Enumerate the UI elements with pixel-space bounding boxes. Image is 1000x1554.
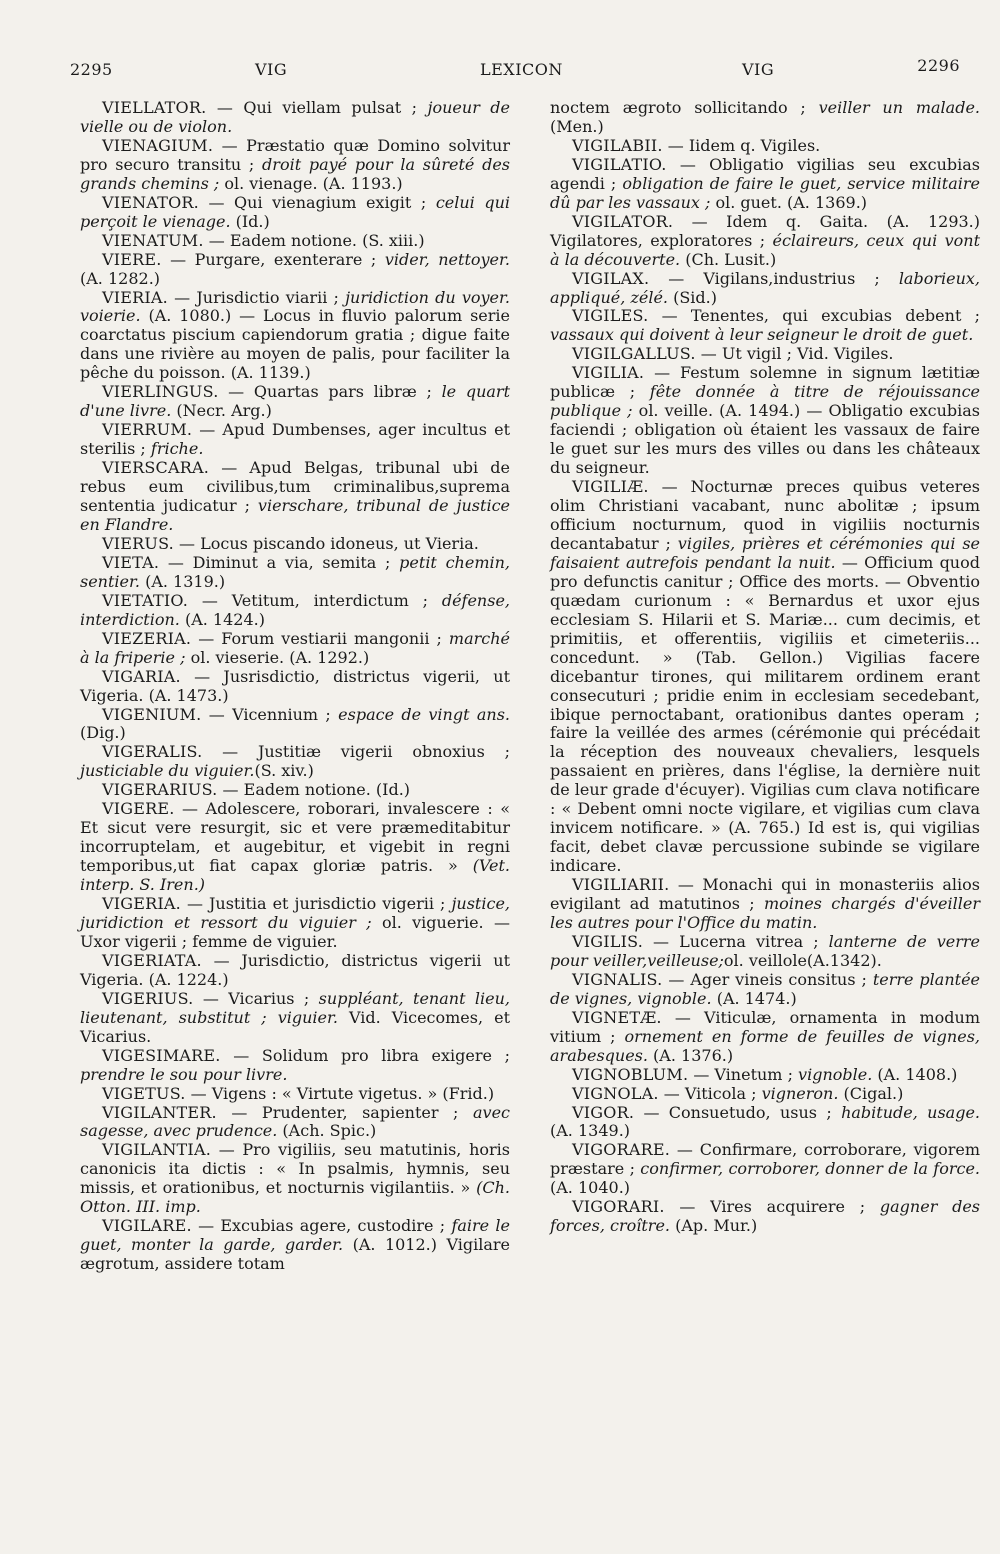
entry-headword: VIGILATOR. bbox=[572, 211, 674, 231]
dictionary-entry bbox=[550, 307, 980, 345]
entry-definition: — Quartas pars libræ ; bbox=[218, 382, 442, 402]
dictionary-entry bbox=[80, 1047, 510, 1085]
entry-source: ol. viguerie. — Uxor vigerii ; femme de viguier. bbox=[80, 912, 510, 951]
entry-source: ol. vienage. (A. 1193.) bbox=[219, 173, 403, 193]
entry-definition: — Ager vineis consitus ; bbox=[662, 969, 873, 989]
entry-definition: — Justitiæ vigerii obnoxius ; bbox=[202, 742, 510, 762]
right-running-word: VIG bbox=[742, 60, 775, 79]
entry-source: (Sid.) bbox=[668, 287, 717, 307]
entry-french-gloss: éclaireurs, ceux qui vont à la découverte. bbox=[550, 230, 981, 269]
entry-definition: — Solidum pro libra exigere ; bbox=[220, 1045, 510, 1065]
entry-french-gloss: suppléant, tenant lieu, lieutenant, substitut ; viguier. bbox=[80, 988, 511, 1027]
entry-headword: VIGILAX. bbox=[572, 268, 650, 288]
entry-headword: VIGERIA. bbox=[102, 894, 181, 914]
entry-headword: VIENATOR. bbox=[102, 192, 199, 212]
entry-french-gloss: marché à la friperie ; bbox=[80, 628, 510, 667]
entry-french-gloss: vassaux qui doivent à leur seigneur le droit de guet. bbox=[550, 325, 974, 345]
entry-headword: VIGERARIUS. bbox=[102, 780, 218, 800]
dictionary-entry bbox=[550, 876, 980, 933]
entry-definition: — Lucerna vitrea ; bbox=[643, 931, 829, 951]
entry-definition: — Vinetum ; bbox=[688, 1064, 799, 1084]
entry-source: (A. 1319.) bbox=[139, 571, 226, 591]
entry-definition: — Vicarius ; bbox=[193, 988, 319, 1008]
dictionary-entry bbox=[550, 1104, 980, 1142]
entry-source: ol. guet. (A. 1369.) bbox=[710, 192, 868, 212]
dictionary-entry bbox=[80, 743, 510, 781]
entry-source: — Officium quod pro defunctis canitur ; Office des morts. — Obventio quædam curionum : « Bernardus et uxor ejus ecclesiam S. Hilarii et S. Mariæ... cum decimis, et primitiis, et offerentiis, vigiliis et cimeteriis... concedunt. » (Tab. Gellon.) Vigilias facere dicebantur tirones, qui militarem ordinem erant consecuturi ; pridie enim in ecclesiam secedebant, ibique pernoctabant, orationibus dantes operam ; faire la veillée des armes (cérémonie qui précédait la réception des nouveaux chevaliers, lesquels passaient en prières, dans l'église, la dernière nuit de leur grade d'écuyer). Vigilias cum clava notificare : « Debent omni nocte vigilare, et vigilias cum clava invicem notificare. » (A. 765.) Id est is, qui vigilias facit, debet clavæ percussione subinde se vigilare indicare. bbox=[550, 552, 980, 876]
dictionary-entry bbox=[550, 933, 980, 971]
entry-definition: — Vires acquirere ; bbox=[664, 1197, 880, 1217]
dictionary-entry bbox=[80, 592, 510, 630]
entry-headword: VIENATUM. bbox=[102, 230, 204, 250]
entry-french-gloss: terre plantée de vignes, vignoble. bbox=[550, 969, 981, 1008]
entry-headword: VIGORARE. bbox=[572, 1140, 670, 1160]
entry-definition: — Adolescere, roborari, invalescere : « Et sicut vere resurgit, sic et vere præmeditabitur incorruptelam, et augebitur, et vigebit in regni temporibus,ut fiat capax gloriæ patris. » bbox=[80, 799, 510, 876]
entry-source: (Men.) bbox=[550, 116, 604, 136]
dictionary-entry bbox=[80, 99, 510, 137]
dictionary-entry bbox=[550, 478, 980, 876]
entry-headword: VIERE. bbox=[102, 249, 162, 269]
entry-source: (A. 1376.) bbox=[647, 1045, 734, 1065]
entry-french-gloss: habitude, usage. bbox=[841, 1102, 980, 1122]
entry-definition: — Jurisdictio viarii ; bbox=[167, 287, 346, 307]
entry-french-gloss: justice, juridiction et ressort du viguier ; bbox=[80, 894, 510, 932]
dictionary-entry bbox=[80, 706, 510, 744]
entry-definition: — Justitia et jurisdictio vigerii ; bbox=[180, 894, 452, 914]
entry-definition: — Præstatio quæ Domino solvitur pro securo transitu ; bbox=[80, 135, 510, 174]
entry-french-gloss: vigiles, prières et cérémonies qui se faisaient autrefois pendant la nuit. bbox=[550, 533, 981, 572]
entry-headword: VIGNOLA. bbox=[572, 1083, 659, 1103]
dictionary-entry bbox=[550, 1085, 980, 1104]
entry-headword: VIGILIA. bbox=[572, 363, 645, 383]
dictionary-entry bbox=[80, 800, 510, 895]
dictionary-entry bbox=[80, 459, 510, 535]
entry-source: (A. 1474.) bbox=[711, 988, 797, 1008]
entry-source: ol. vieserie. (A. 1292.) bbox=[185, 647, 370, 667]
dictionary-entry bbox=[550, 270, 980, 308]
entry-french-gloss: ornement en forme de feuilles de vignes, arabesques. bbox=[550, 1026, 980, 1065]
dictionary-entry bbox=[550, 1141, 980, 1198]
entry-french-gloss: avec sagesse, avec prudence. bbox=[80, 1102, 510, 1141]
dictionary-entry bbox=[550, 1066, 980, 1085]
entry-source: (Ap. Mur.) bbox=[670, 1216, 758, 1236]
entry-definition: — Nocturnæ preces quibus veteres olim Christiani vacabant, nunc abolitæ ; ipsum officium nocturnum, quod in vigiliis nocturnis decantabatur ; bbox=[550, 477, 980, 553]
running-header bbox=[70, 56, 960, 90]
entry-headword: VIEZERIA. bbox=[102, 628, 192, 648]
entry-definition: — Vetitum, interdictum ; bbox=[188, 590, 442, 610]
entry-french-gloss: friche. bbox=[150, 439, 204, 459]
entry-definition: — Pro vigiliis, seu matutinis, horis canonicis ita dictis : « In psalmis, hymnis, seu missis, et orationibus, et nocturnis vigilantiis. » bbox=[80, 1140, 510, 1198]
entry-french-gloss: celui qui perçoit le vienage. bbox=[80, 192, 510, 231]
entry-headword: VIELLATOR. bbox=[102, 98, 207, 117]
entry-definition: — Consuetudo, usus ; bbox=[634, 1102, 842, 1122]
left-running-word: VIG bbox=[255, 60, 288, 79]
entry-french-gloss: veiller un malade. bbox=[818, 98, 981, 117]
entry-definition: — Forum vestiarii mangonii ; bbox=[191, 628, 449, 648]
entry-french-gloss: petit chemin, sentier. bbox=[80, 552, 510, 591]
entry-headword: VIGERIATA. bbox=[102, 950, 202, 970]
entry-headword: VIGILABII. bbox=[572, 135, 663, 155]
entry-headword: VIGENIUM. bbox=[102, 704, 202, 724]
entry-french-gloss: (Ch. Otton. III. imp. bbox=[80, 1178, 510, 1217]
entry-headword: VIGERIUS. bbox=[102, 988, 194, 1008]
entry-french-gloss: espace de vingt ans. bbox=[338, 704, 510, 724]
entry-source: (Id.) bbox=[230, 211, 270, 231]
dictionary-entry bbox=[80, 137, 510, 194]
dictionary-entry bbox=[80, 232, 510, 251]
dictionary-entry bbox=[80, 194, 510, 232]
dictionary-entry bbox=[550, 213, 980, 270]
entry-headword: VIENAGIUM. bbox=[102, 135, 214, 155]
entry-french-gloss: fête donnée à titre de réjouissance publique ; bbox=[550, 382, 981, 421]
entry-source: Vid. Vicecomes, et Vicarius. bbox=[80, 1007, 510, 1046]
entry-source: (A. 1424.) bbox=[179, 609, 265, 629]
entry-headword: VIGORARI. bbox=[572, 1197, 665, 1217]
dictionary-entry bbox=[550, 1009, 980, 1066]
entry-headword: VIERLINGUS. bbox=[102, 382, 219, 402]
entry-definition: — Jurisdictio, districtus vigerii ut Vigeria. (A. 1224.) bbox=[80, 950, 510, 989]
entry-definition: — Tenentes, qui excubias debent ; bbox=[648, 306, 980, 326]
entry-definition: — Locus piscando idoneus, ut Vieria. bbox=[173, 533, 479, 553]
entry-source: (A. 1040.) bbox=[550, 1178, 631, 1198]
left-page-number: 2295 bbox=[70, 60, 113, 79]
entry-french-gloss: joueur de vielle ou de violon. bbox=[80, 98, 511, 136]
entry-french-gloss: (Vet. interp. S. Iren.) bbox=[80, 856, 510, 895]
entry-french-gloss: vierschare, tribunal de justice en Flandre. bbox=[80, 496, 510, 534]
entry-definition: — Iidem q. Vigiles. bbox=[662, 135, 821, 155]
entry-french-gloss: le quart d'une livre. bbox=[80, 382, 510, 421]
entry-definition: — Vigilans,industrius ; bbox=[649, 268, 899, 288]
dictionary-entry bbox=[80, 990, 510, 1047]
entry-definition: — Apud Dumbenses, ager incultus et sterilis ; bbox=[80, 420, 510, 459]
entry-source: (A. 1282.) bbox=[80, 268, 161, 288]
entry-definition: — Purgare, exenterare ; bbox=[161, 249, 385, 269]
entry-source: (Ach. Spic.) bbox=[277, 1121, 377, 1141]
text-columns bbox=[80, 99, 980, 1479]
entry-definition: — Apud Belgas, tribunal ubi de rebus eum civilibus,tum criminalibus,suprema sententia judicatur ; bbox=[80, 458, 510, 516]
dictionary-entry bbox=[80, 289, 510, 384]
entry-french-gloss: faire le guet, monter la garde, garder. bbox=[80, 1216, 511, 1255]
dictionary-entry bbox=[550, 156, 980, 213]
entry-headword: VIERUS. bbox=[102, 533, 174, 553]
left-column bbox=[80, 99, 510, 1479]
entry-french-gloss: gagner des forces, croître. bbox=[550, 1197, 981, 1236]
entry-headword: VIGILIS. bbox=[572, 931, 643, 951]
entry-definition: — Excubias agere, custodire ; bbox=[191, 1216, 452, 1236]
entry-source: ol. veille. (A. 1494.) — Obligatio excubias faciendi ; obligation où étaient les vassaux de faire le guet sur les murs des villes ou dans les châteaux du seigneur. bbox=[550, 401, 981, 478]
dictionary-entry bbox=[80, 1085, 510, 1104]
entry-source: (Cigal.) bbox=[838, 1083, 904, 1103]
entry-definition: — Obligatio vigilias seu excubias agendi ; bbox=[550, 154, 980, 193]
entry-headword: VIGNALIS. bbox=[572, 969, 663, 989]
dictionary-entry bbox=[80, 383, 510, 421]
entry-definition: — Qui vienagium exigit ; bbox=[198, 192, 436, 212]
entry-headword: VIGETUS. bbox=[102, 1083, 186, 1103]
entry-headword: VIERSCARA. bbox=[102, 458, 210, 478]
entry-source: (Ch. Lusit.) bbox=[680, 249, 777, 269]
lexicon-title: LEXICON bbox=[480, 60, 563, 79]
entry-headword: VIGNOBLUM. bbox=[572, 1064, 689, 1084]
entry-definition: — Viticola ; bbox=[658, 1083, 762, 1103]
dictionary-entry bbox=[80, 895, 510, 952]
dictionary-entry bbox=[80, 1217, 510, 1274]
entry-definition: — Eadem notione. (Id.) bbox=[217, 780, 411, 800]
entry-definition: — Monachi qui in monasteriis alios evigilant ad matutinos ; bbox=[550, 875, 980, 914]
entry-headword: VIGILANTIA. bbox=[102, 1140, 211, 1160]
entry-french-gloss: prendre le sou pour livre. bbox=[80, 1064, 288, 1084]
dictionary-entry bbox=[80, 1141, 510, 1217]
entry-definition: noctem ægroto sollicitando ; bbox=[550, 98, 819, 117]
entry-source: (Necr. Arg.) bbox=[171, 401, 272, 421]
dictionary-entry bbox=[80, 535, 510, 554]
dictionary-entry bbox=[80, 554, 510, 592]
entry-source: (A. 1012.) Vigilare ægrotum, assidere totam bbox=[80, 1235, 510, 1274]
dictionary-entry bbox=[550, 971, 980, 1009]
entry-french-gloss: défense, interdiction. bbox=[80, 590, 510, 629]
entry-french-gloss: laborieux, appliqué, zélé. bbox=[550, 268, 980, 307]
entry-headword: VIGILATIO. bbox=[572, 154, 667, 174]
entry-french-gloss: juridiction du voyer. voierie. bbox=[80, 287, 510, 326]
dictionary-entry bbox=[80, 630, 510, 668]
entry-definition: — Idem q. Gaita. (A. 1293.) Vigilatores, exploratores ; bbox=[550, 211, 980, 250]
entry-headword: VIGILGALLUS. bbox=[572, 344, 696, 364]
dictionary-entry bbox=[550, 1198, 980, 1236]
dictionary-entry bbox=[550, 99, 980, 137]
entry-definition: — Eadem notione. (S. xiii.) bbox=[203, 230, 425, 250]
entry-french-gloss: justiciable du viguier. bbox=[80, 761, 255, 781]
right-column bbox=[550, 99, 980, 1479]
entry-headword: VIGILIARII. bbox=[572, 875, 670, 895]
dictionary-entry bbox=[80, 251, 510, 289]
entry-definition: — Prudenter, sapienter ; bbox=[216, 1102, 473, 1122]
entry-headword: VIGILANTER. bbox=[102, 1102, 217, 1122]
entry-definition: — Confirmare, corroborare, vigorem præstare ; bbox=[550, 1140, 980, 1179]
entry-headword: VIERIA. bbox=[102, 287, 168, 307]
entry-definition: — Ut vigil ; Vid. Vigiles. bbox=[695, 344, 894, 364]
entry-headword: VIGERE. bbox=[102, 799, 175, 819]
entry-definition: — Diminut a via, semita ; bbox=[159, 552, 400, 572]
entry-definition: — Vigens : « Virtute vigetus. » (Frid.) bbox=[185, 1083, 495, 1103]
entry-source: (A. 1080.) — Locus in fluvio palorum serie coarctatus piscium capiendorum gratia ; digue faite dans une rivière au moyen de palis, pour faciliter la pêche du poisson. (A. 1139.) bbox=[80, 306, 510, 383]
dictionary-entry bbox=[550, 137, 980, 156]
dictionary-entry bbox=[80, 668, 510, 706]
entry-french-gloss: moines chargés d'éveiller les autres pour l'Office du matin. bbox=[550, 894, 980, 932]
entry-headword: VIGARIA. bbox=[102, 666, 181, 686]
dictionary-entry bbox=[80, 421, 510, 459]
entry-french-gloss: obligation de faire le guet, service militaire dû par les vassaux ; bbox=[550, 173, 980, 212]
entry-source: (A. 1349.) bbox=[550, 1121, 631, 1141]
entry-source: (S. xiv.) bbox=[254, 761, 314, 781]
entry-source: ol. veillole(A.1342). bbox=[723, 950, 882, 970]
entry-french-gloss: confirmer, corroborer, donner de la force. bbox=[640, 1159, 980, 1179]
entry-french-gloss: vignoble. bbox=[798, 1064, 873, 1084]
entry-definition: — Qui viellam pulsat ; bbox=[206, 98, 428, 117]
entry-headword: VIGESIMARE. bbox=[102, 1045, 221, 1065]
entry-headword: VIERRUM. bbox=[102, 420, 193, 440]
entry-headword: VIGERALIS. bbox=[102, 742, 203, 762]
entry-headword: VIETATIO. bbox=[102, 590, 189, 610]
right-page-number: 2296 bbox=[917, 56, 960, 75]
entry-headword: VIGILIÆ. bbox=[572, 477, 649, 497]
entry-definition: — Vicennium ; bbox=[201, 704, 339, 724]
entry-definition: — Festum solemne in signum lætitiæ publicæ ; bbox=[550, 363, 980, 402]
entry-french-gloss: vigneron. bbox=[761, 1083, 839, 1103]
entry-french-gloss: droit payé pour la sûreté des grands chemins ; bbox=[80, 154, 510, 193]
entry-headword: VIGNETÆ. bbox=[572, 1007, 662, 1027]
entry-headword: VIGILES. bbox=[572, 306, 649, 326]
entry-french-gloss: lanterne de verre pour veiller,veilleuse; bbox=[550, 931, 981, 970]
entry-headword: VIGILARE. bbox=[102, 1216, 192, 1236]
entry-source: (Dig.) bbox=[80, 723, 126, 743]
entry-headword: VIGOR. bbox=[572, 1102, 635, 1122]
dictionary-entry bbox=[80, 781, 510, 800]
entry-definition: — Jusrisdictio, districtus vigerii, ut Vigeria. (A. 1473.) bbox=[80, 666, 510, 705]
dictionary-entry bbox=[80, 1104, 510, 1142]
dictionary-entry bbox=[550, 345, 980, 364]
entry-headword: VIETA. bbox=[102, 552, 160, 572]
entry-source: (A. 1408.) bbox=[872, 1064, 958, 1084]
dictionary-entry bbox=[550, 364, 980, 478]
entry-french-gloss: vider, nettoyer. bbox=[384, 249, 510, 269]
entry-definition: — Viticulæ, ornamenta in modum vitium ; bbox=[550, 1007, 980, 1046]
dictionary-entry bbox=[80, 952, 510, 990]
